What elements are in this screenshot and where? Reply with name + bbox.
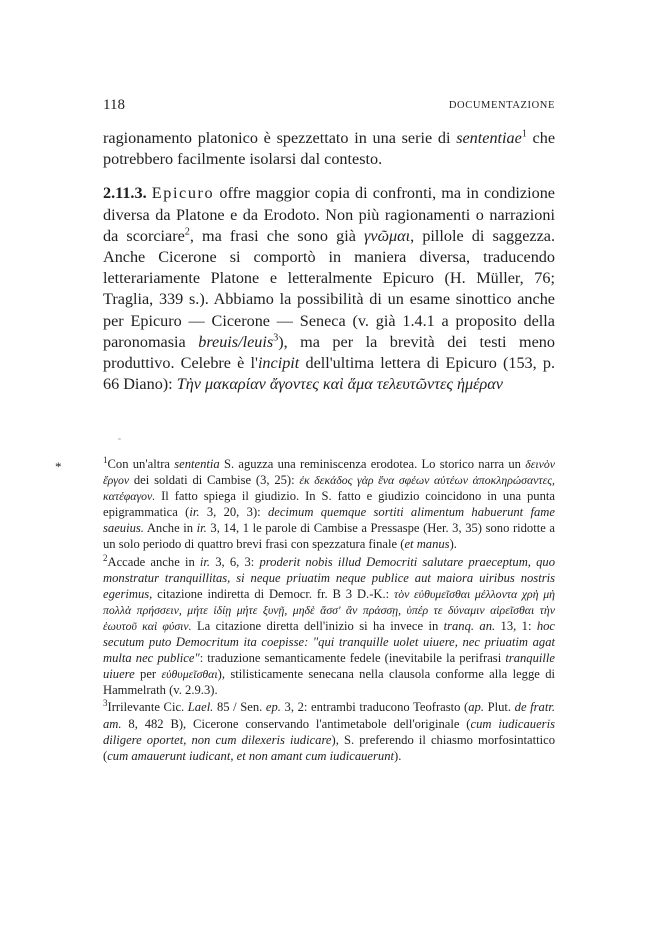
- section-number: 2.11.3.: [103, 184, 147, 203]
- text-run: che potrebbero facilmente isolarsi dal contesto.: [103, 129, 556, 169]
- text-run: ), stilisticamente senecana nella clausola conforme alla legge di Hammelrath (v. 2.9.3).: [103, 667, 555, 698]
- margin-asterisk: *: [55, 459, 62, 474]
- text-run: Con un'altra: [107, 457, 175, 471]
- spaced-name: Epicuro: [151, 184, 215, 203]
- footnote-ref: 1: [521, 128, 527, 140]
- italic-term: Lael.: [187, 700, 214, 715]
- italic-term: ep.: [265, 700, 281, 715]
- footnote-2: [103, 554, 555, 699]
- greek-term: δεινὸν ἔργον: [103, 457, 555, 488]
- footnote-number: 3: [103, 698, 108, 709]
- text-run: S. aguzza una reminiscenza erodotea. Lo storico narra un: [219, 457, 526, 471]
- text-run: , pillole di saggezza. Anche Cicerone si comportò in maniera diversa, traducendo letterariamente Platone e letteralmente Epicuro (H. Müller, 76; Traglia, 339 s.). Abbiamo la possibilità di un esame sinottico anche per Epicuro — Cicerone — Seneca (v. già 1.4.1 a proposito della paronomasia: [103, 226, 555, 351]
- latin-quotation: proderit nobis illud Democriti salutare praeceptum, quo monstratur tranquillitas, si neque priuatim neque publice aut maiora uiribus nostris egerimus,: [103, 554, 556, 601]
- text-run: Accade anche in: [107, 554, 200, 569]
- footnote-number: 2: [103, 552, 108, 563]
- text-run: citazione indiretta di Democr. fr. B 3 D.-K.:: [152, 586, 394, 601]
- footnote-1: [103, 456, 555, 553]
- greek-quotation: τὸν εὐθυμεῖσθαι μέλλοντα χρὴ μὴ πολλὰ πρήσσειν, μήτε ἰδίῃ μήτε ξυνῇ, μηδὲ ἅσσ' ἂν πράσσῃ, ὑπέρ τε δύναμιν αἱρεῖσθαι τὴν ἑωυτοῦ καὶ φύσιν.: [103, 586, 556, 633]
- text-run: Il fatto spiega il giudizio. In S. fatto e giudizio coincidono in una punta epigrammatica (: [103, 489, 555, 520]
- footnote-ref: 2: [184, 226, 190, 238]
- italic-term: ir.: [199, 554, 211, 569]
- text-run: 13, 1:: [495, 618, 537, 633]
- paper-speck: [118, 438, 121, 440]
- greek-term: εὐθυμεῖσθαι: [161, 667, 218, 682]
- italic-term: tranquille uiuere: [103, 651, 555, 682]
- text-run: 3, 20, 3):: [199, 505, 268, 520]
- footnote-3: [103, 699, 555, 763]
- main-text: [103, 128, 555, 395]
- footnotes: [103, 456, 555, 764]
- running-head: DOCUMENTAZIONE: [448, 100, 555, 111]
- greek-term: γνῶμαι: [364, 226, 411, 245]
- text-run: 3, 6, 3:: [210, 554, 260, 569]
- latin-quotation: cum amauerunt iudicant, et non amant cum iudicauerunt: [107, 748, 395, 763]
- text-run: dell'ultima lettera di Epicuro (153, p. 66 Diano):: [103, 354, 555, 394]
- italic-term: sententia: [174, 457, 220, 471]
- italic-term: incipit: [257, 354, 300, 373]
- text-run: ), S. preferendo il chiasmo morfosintattico (: [103, 732, 555, 763]
- latin-quotation: cum iudicaueris diligere oportet, non cum dilexeris iudicare: [103, 716, 555, 747]
- text-run: ).: [394, 748, 402, 763]
- italic-term: breuis/leuis: [198, 332, 274, 351]
- greek-quotation: Τὴν μακαρίαν ἄγοντες καὶ ἅμα τελευτῶντες ἡμέραν: [176, 375, 503, 394]
- latin-quotation: et manus: [404, 537, 450, 552]
- text-run: ).: [449, 537, 457, 552]
- page-header: [103, 97, 555, 117]
- text-run: , ma frasi che sono già: [189, 226, 365, 245]
- text-run: : traduzione semanticamente fedele (inevitabile la perifrasi: [199, 651, 506, 666]
- italic-term: tranq. an.: [443, 618, 496, 633]
- text-run: ), ma per la brevità dei testi meno produttivo. Celebre è l': [103, 332, 555, 373]
- text-run: La citazione diretta dell'inizio si ha invece in: [191, 618, 444, 633]
- page-number: 118: [103, 97, 125, 113]
- italic-term: sententiae: [456, 129, 522, 147]
- text-run: dei soldati di Cambise (3, 25):: [129, 473, 300, 488]
- italic-term: ir.: [196, 521, 207, 536]
- text-run: 85 / Sen.: [213, 700, 266, 715]
- text-run: ragionamento platonico è spezzettato in una serie di: [103, 129, 457, 147]
- paragraph-section: [103, 183, 555, 395]
- text-run: Anche in: [143, 521, 197, 536]
- text-run: 3, 2: entrambi traducono Teofrasto (: [280, 700, 469, 715]
- italic-term: ir.: [189, 505, 200, 520]
- italic-term: ap.: [468, 700, 484, 715]
- footnote-ref: 3: [273, 332, 279, 344]
- italic-term: de fratr. am.: [103, 700, 555, 731]
- text-run: Irrilevante Cic.: [107, 700, 188, 715]
- latin-quotation: decimum quemque sortiti alimentum habuerunt fame saeuius.: [103, 505, 555, 536]
- text-run: Plut.: [484, 700, 515, 715]
- latin-quotation: hoc secutum puto Democritum ita coepisse: "qui tranquille uolet uiuere, nec priuatim agat multa nec publice": [103, 618, 555, 666]
- text-run: per: [134, 667, 162, 682]
- text-run: offre maggior copia di confronti, ma in condizione diversa da Platone e da Erodoto. Non più ragionamenti o narrazioni da scorciare: [103, 184, 555, 245]
- text-run: 3, 14, 1 le parole di Cambise a Pressaspe (Her. 3, 35) sono ridotte a un solo periodo di quattro brevi frasi con spezzatura finale (: [103, 521, 555, 552]
- greek-quotation: ἐκ δεκάδος γὰρ ἕνα σφέων αὐτέων ἀποκληρώσαντες, κατέφαγον.: [103, 473, 555, 504]
- text-run: 8, 482 B), Cicerone conservando l'antimetabole dell'originale (: [121, 716, 471, 731]
- paragraph-continuation: [103, 128, 555, 170]
- footnote-number: 1: [103, 454, 108, 465]
